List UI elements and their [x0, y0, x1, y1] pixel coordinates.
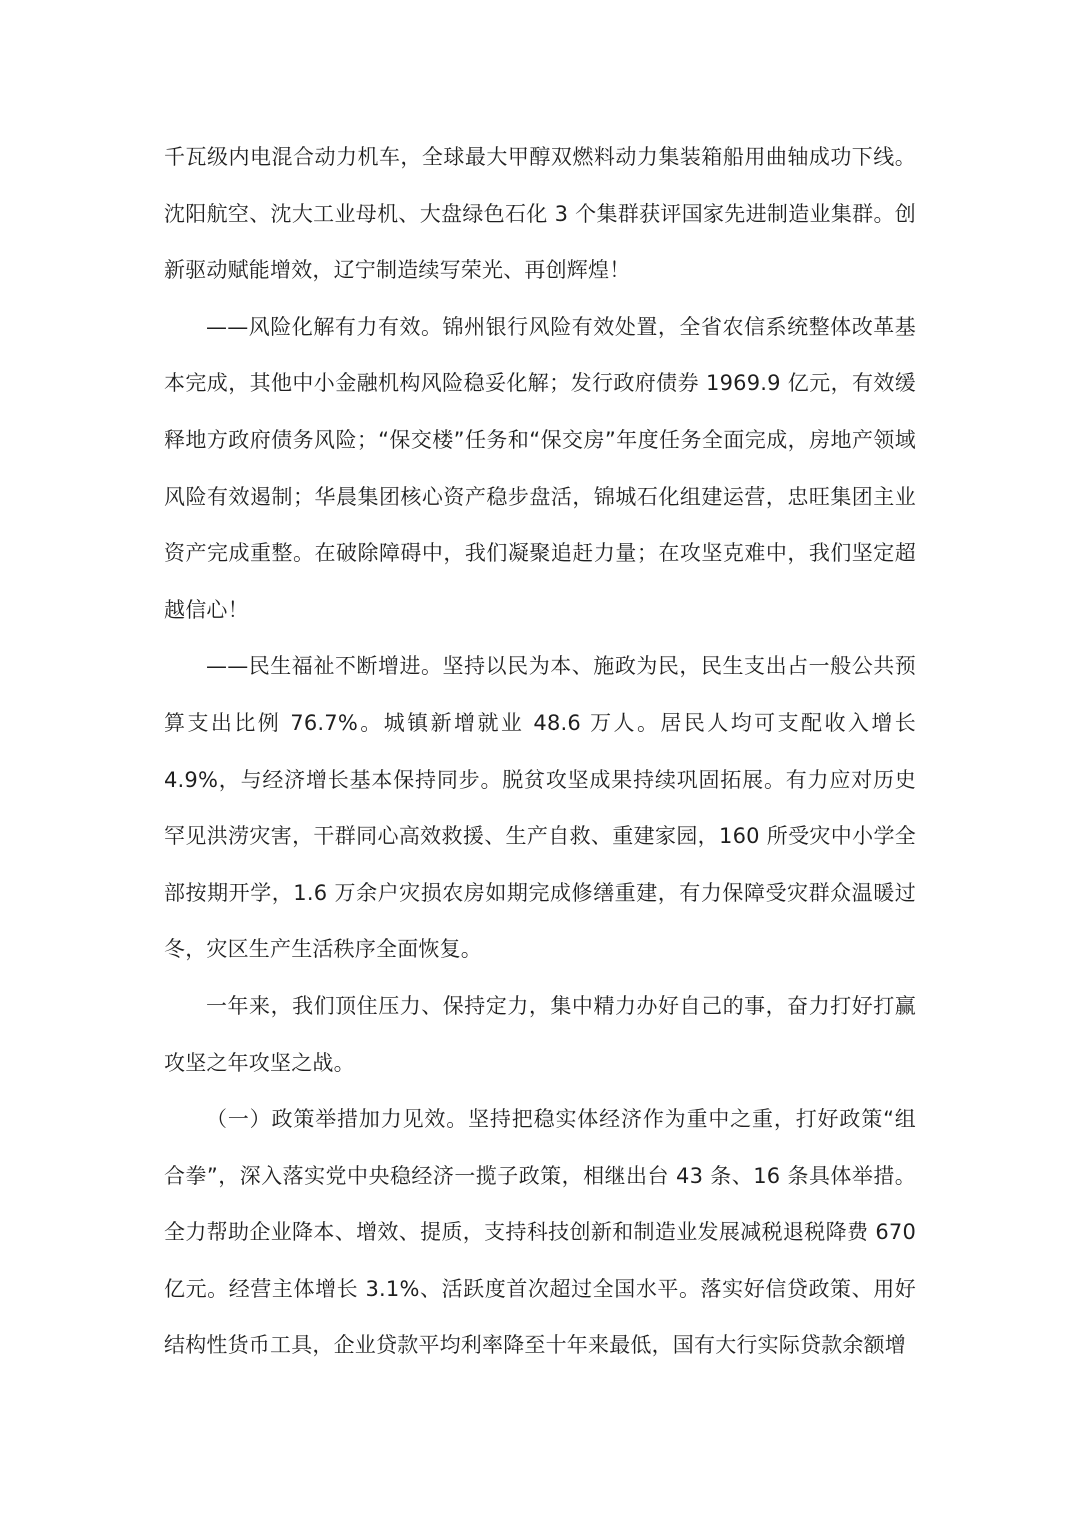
- paragraph-manufacturing-continued: 千瓦级内电混合动力机车，全球最大甲醇双燃料动力集装箱船用曲轴成功下线。沈阳航空、沈大工业母机、大盘绿色石化 3 个集群获评国家先进制造业集群。创新驱动赋能增效，辽宁制造续写荣光、再创辉煌！: [164, 145, 916, 283]
- paragraph-livelihood: ——民生福祉不断增进。坚持以民为本、施政为民，民生支出占一般公共预算支出比例 76.7%。城镇新增就业 48.6 万人。居民人均可支配收入增长 4.9%，与经济增长基本保持同步。脱贫攻坚成果持续巩固拓展。有力应对历史罕见洪涝灾害，干群同心高效救援、生产自救、重建家园，160 所受灾中小学全部按期开学，1.6 万余户灾损农房如期完成修缮重建，有力保障受灾群众温暖过冬，灾区生产生活秩序全面恢复。: [164, 654, 916, 962]
- paragraph-year-summary: 一年来，我们顶住压力、保持定力，集中精力办好自己的事，奋力打好打赢攻坚之年攻坚之战。: [164, 993, 916, 1075]
- paragraph-risk-resolution: ——风险化解有力有效。锦州银行风险有效处置，全省农信系统整体改革基本完成，其他中小金融机构风险稳妥化解；发行政府债券 1969.9 亿元，有效缓释地方政府债务风险；“保交楼”任务和“保交房”年度任务全面完成，房地产领域风险有效遏制；华晨集团核心资产稳步盘活，锦城石化组建运营，忠旺集团主业资产完成重整。在破除障碍中，我们凝聚追赶力量；在攻坚克难中，我们坚定超越信心！: [164, 314, 916, 622]
- document-body: [164, 129, 916, 1374]
- paragraph-policy-measures: （一）政策举措加力见效。坚持把稳实体经济作为重中之重，打好政策“组合拳”，深入落实党中央稳经济一揽子政策，相继出台 43 条、16 条具体举措。全力帮助企业降本、增效、提质，支持科技创新和制造业发展减税退税降费 670 亿元。经营主体增长 3.1%、活跃度首次超过全国水平。落实好信贷政策、用好结构性货币工具，企业贷款平均利率降至十年来最低，国有大行实际贷款余额增: [164, 1107, 916, 1358]
